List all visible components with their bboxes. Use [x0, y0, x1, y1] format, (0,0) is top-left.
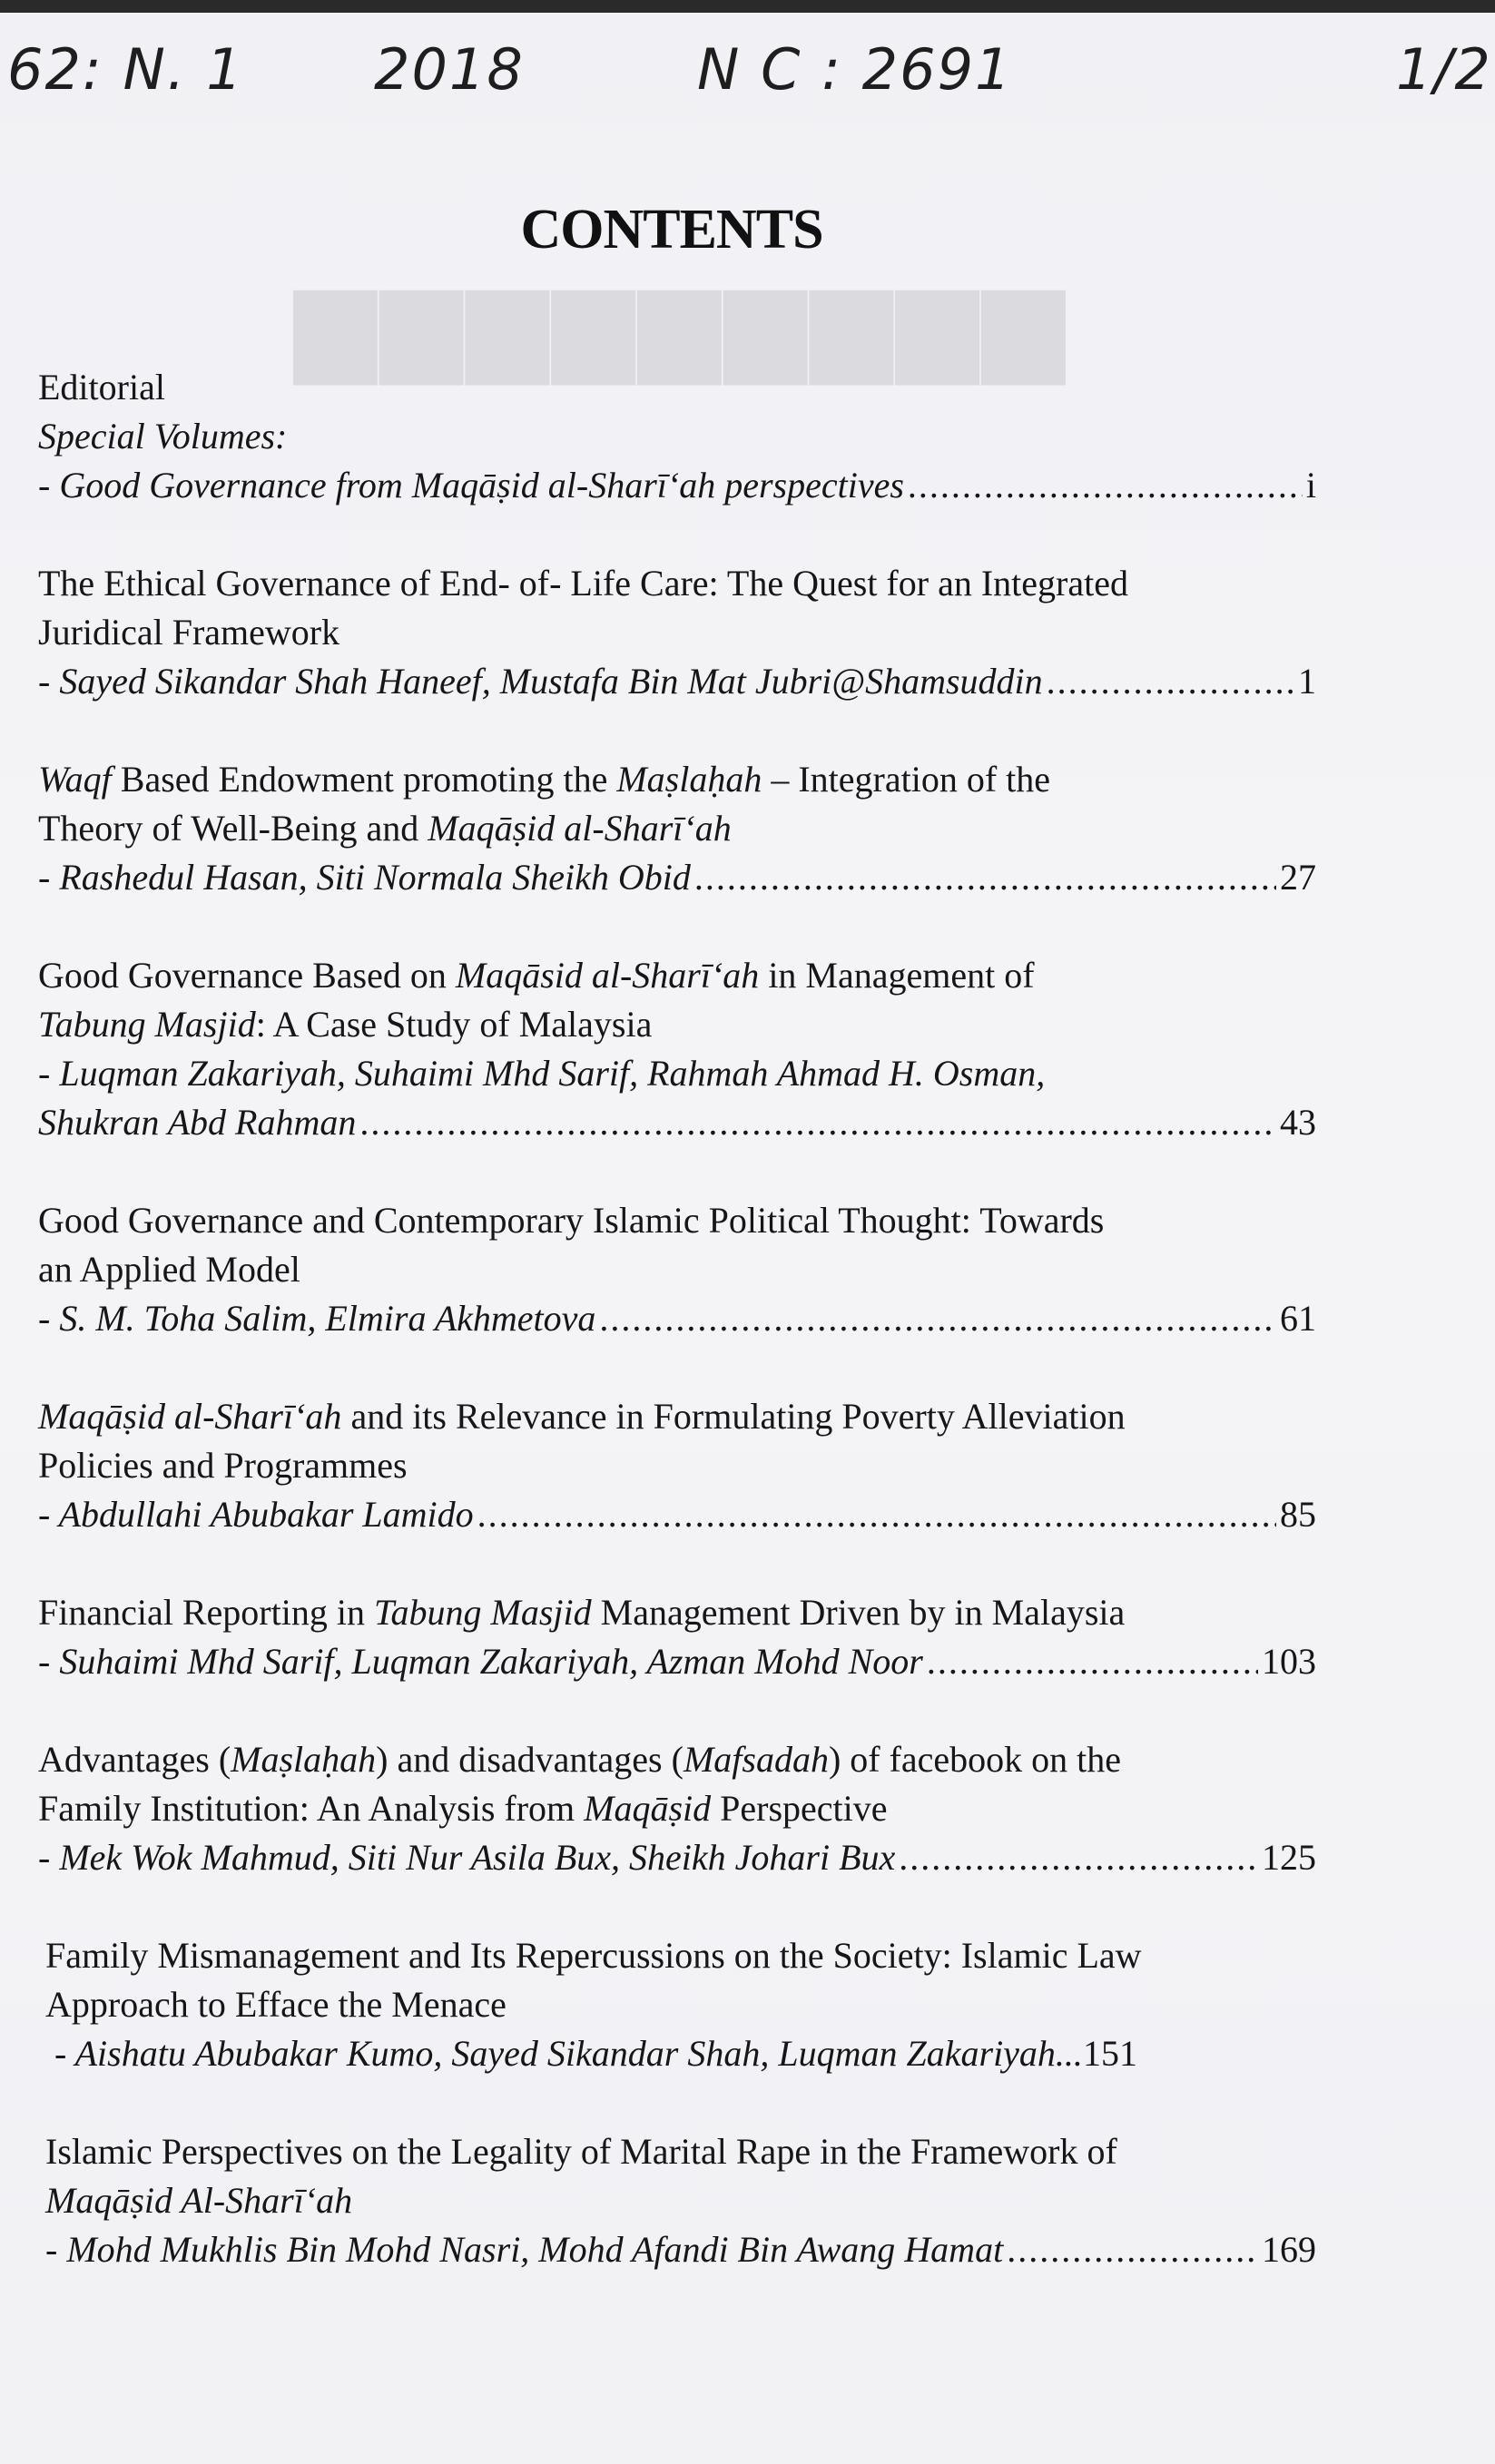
page-title: CONTENTS: [520, 199, 823, 260]
entry-authors: Shukran Abd Rahman: [38, 1102, 357, 1143]
entry-title: an Applied Model: [38, 1249, 300, 1290]
entry-authors: - Rashedul Hasan, Siti Normala Sheikh Obid: [38, 857, 691, 898]
entry-authors-line: [45, 2029, 1316, 2078]
table-of-contents: [38, 363, 1316, 2323]
dot-leader: [927, 1637, 1258, 1686]
entry-authors-line: [45, 2225, 1316, 2274]
dot-leader: [359, 1098, 1276, 1147]
term-maslahah: Maṣlaḥah: [616, 759, 762, 800]
scan-edge: [0, 0, 1495, 13]
entry-authors-line: [38, 657, 1316, 706]
term-maqasid: Maqāṣid al-Sharī‘ah: [428, 808, 732, 849]
handwritten-year: 2018: [374, 36, 525, 103]
entry-authors: - Abdullahi Abubakar Lamido: [38, 1494, 474, 1535]
editorial-line: [38, 461, 1316, 510]
toc-entry: [38, 1392, 1316, 1539]
toc-entry: [38, 559, 1316, 706]
page-number: 85: [1280, 1494, 1316, 1535]
entry-title-part: Perspective: [711, 1788, 888, 1829]
term-maqasid: Maqāṣid al-Sharī‘ah: [38, 1396, 342, 1437]
page-number: 61: [1280, 1298, 1316, 1339]
page-number: 151: [1082, 2033, 1137, 2074]
entry-title: [38, 1392, 1316, 1441]
toc-entry: [38, 1735, 1316, 1882]
toc-entry: [38, 1588, 1316, 1686]
entry-title-part: Family Institution: An Analysis from: [38, 1788, 585, 1829]
entry-title: [38, 1735, 1316, 1784]
entry-title: Islamic Perspectives on the Legality of Marital Rape in the Framework of: [45, 2131, 1117, 2172]
entry-authors-line: [38, 1833, 1316, 1882]
page-number: 169: [1262, 2229, 1316, 2270]
entry-title: The Ethical Governance of End- of- Life Care: The Quest for an Integrated: [38, 563, 1128, 604]
handwritten-annotation: [0, 36, 1495, 118]
handwritten-catalog: N C : 2691: [697, 36, 1013, 103]
toc-entry: [38, 1196, 1316, 1343]
entry-title: Maqāṣid Al-Sharī‘ah: [45, 2180, 353, 2221]
editorial-special: Special Volumes:: [38, 416, 288, 456]
term-maslahah: Maṣlaḥah: [231, 1739, 377, 1780]
entry-title: [38, 755, 1316, 804]
entry-title: [38, 951, 1316, 1000]
editorial-label: Editorial: [38, 367, 165, 407]
dot-leader: [1007, 2225, 1258, 2274]
entry-authors: - Suhaimi Mhd Sarif, Luqman Zakariyah, Azman Mohd Noor: [38, 1641, 923, 1682]
page-number: 1: [1298, 661, 1316, 702]
entry-title-part: in Management of: [759, 955, 1035, 996]
entry-title: Family Mismanagement and Its Repercussions on the Society: Islamic Law: [45, 1935, 1142, 1976]
entry-title-part: Theory of Well-Being and: [38, 808, 428, 849]
entry-title: Good Governance and Contemporary Islamic Political Thought: Towards: [38, 1200, 1105, 1241]
term-waqf: Waqf: [38, 759, 112, 800]
entry-title-part: ) of facebook on the: [828, 1739, 1122, 1780]
entry-title-part: Based Endowment promoting the: [111, 759, 617, 800]
entry-title-part: Advantages (: [38, 1739, 231, 1780]
entry-authors: - S. M. Toha Salim, Elmira Akhmetova: [38, 1298, 596, 1339]
page-number: 43: [1280, 1102, 1316, 1143]
entry-authors: - Sayed Sikandar Shah Haneef, Mustafa Bin Mat Jubri@Shamsuddin: [38, 661, 1043, 702]
entry-title-part: and its Relevance in Formulating Poverty Alleviation: [341, 1396, 1126, 1437]
entry-title-part: ) and disadvantages (: [376, 1739, 684, 1780]
term-tabung-masjid: Tabung Masjid: [373, 1592, 592, 1633]
entry-title: [38, 1588, 1316, 1637]
page-number: 103: [1262, 1641, 1316, 1682]
entry-title: Juridical Framework: [38, 612, 340, 653]
term-maqasid: Maqāṣid: [584, 1788, 712, 1829]
dot-leader: [599, 1294, 1276, 1343]
term-mafsadah: Mafsadah: [683, 1739, 829, 1780]
entry-authors-line: [38, 1637, 1316, 1686]
entry-title-part: Good Governance Based on: [38, 955, 456, 996]
page-number: 27: [1280, 857, 1316, 898]
entry-authors: - Aishatu Abubakar Kumo, Sayed Sikandar Shah, Luqman Zakariyah...: [45, 2033, 1083, 2074]
dot-leader: [908, 461, 1303, 510]
entry-title-part: – Integration of the: [762, 759, 1051, 800]
entry-title: [38, 804, 1316, 853]
entry-title-part: Management Driven by in Malaysia: [591, 1592, 1126, 1633]
toc-entry: [38, 1931, 1316, 2078]
entry-authors-line: [38, 1098, 1316, 1147]
entry-authors: - Luqman Zakariyah, Suhaimi Mhd Sarif, Rahmah Ahmad H. Osman,: [38, 1053, 1046, 1094]
dot-leader: [899, 1833, 1258, 1882]
entry-authors-line: [38, 853, 1316, 902]
toc-entry: [38, 951, 1316, 1147]
dot-leader: [1047, 657, 1294, 706]
entry-title: [38, 1000, 1316, 1049]
dot-leader: [694, 853, 1276, 902]
page-number: i: [1305, 465, 1316, 506]
entry-authors-line: [38, 1294, 1316, 1343]
entry-authors: - Mek Wok Mahmud, Siti Nur Asila Bux, Sheikh Johari Bux: [38, 1837, 896, 1878]
term-tabung-masjid: Tabung Masjid: [38, 1004, 256, 1045]
entry-title-part: Financial Reporting in: [38, 1592, 374, 1633]
entry-title: Policies and Programmes: [38, 1445, 408, 1486]
editorial-text: - Good Governance from Maqāṣid al-Sharī‘ah perspectives: [38, 465, 904, 506]
show-through-heading: ▆▆▆▆▆▆▆▆▆: [290, 263, 1065, 382]
entry-title: [38, 1784, 1316, 1833]
term-maqasid: Maqāsid al-Sharī‘ah: [455, 955, 760, 996]
page-number: 125: [1262, 1837, 1316, 1878]
dot-leader: [477, 1490, 1276, 1539]
toc-entry: [38, 2127, 1316, 2274]
handwritten-part: 1/2: [1396, 36, 1492, 103]
entry-authors-line: [38, 1490, 1316, 1539]
entry-authors: - Mohd Mukhlis Bin Mohd Nasri, Mohd Afandi Bin Awang Hamat: [45, 2229, 1004, 2270]
entry-title-part: : A Case Study of Malaysia: [255, 1004, 653, 1045]
handwritten-volume: 62: N. 1: [7, 36, 244, 103]
entry-title: Approach to Efface the Menace: [45, 1984, 507, 2025]
toc-entry: [38, 755, 1316, 902]
toc-entry-editorial: [38, 363, 1316, 510]
